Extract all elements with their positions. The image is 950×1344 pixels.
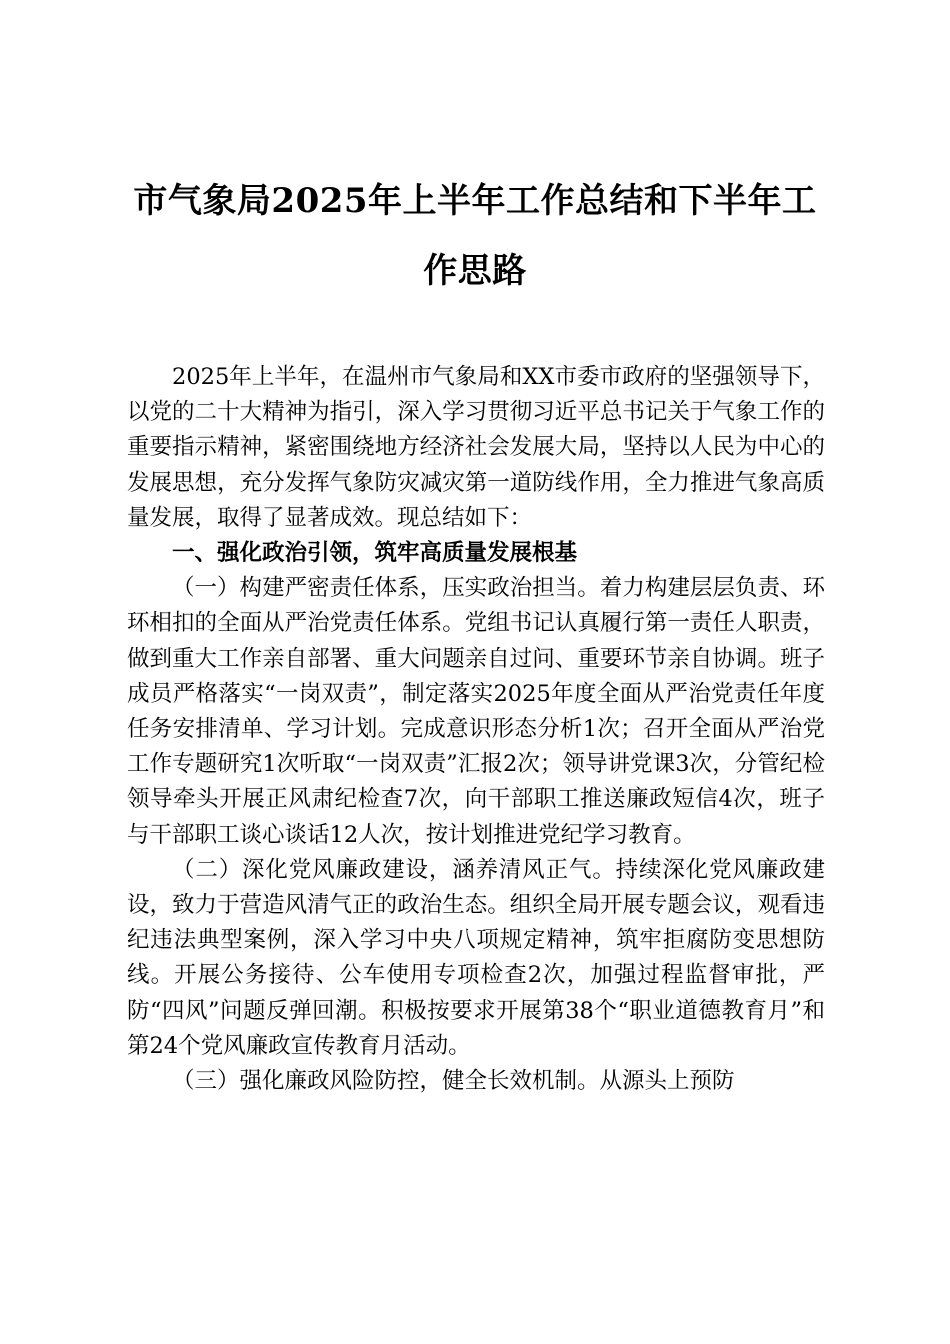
section-heading-1: 一、强化政治引领，筑牢高质量发展根基 <box>172 540 578 567</box>
intro-paragraph: 2025年上半年，在温州市气象局和XX市委市政府的坚强领导下，以党的二十大精神为指引，深入学习贯彻习近平总书记关于气象工作的重要指示精神，紧密围绕地方经济社会发展大局，坚持以人民为中心的发展思想，充分发挥气象防灾减灾第一道防线作用，全力推进气象高质量发展，取得了显著成效。现总结如下： <box>127 364 825 531</box>
document-body <box>127 360 825 1099</box>
document-title: 市气象局2025年上半年工作总结和下半年工作思路 <box>133 181 817 291</box>
paragraph-3: （三）强化廉政风险防控，健全长效机制。从源头上预防 <box>172 1068 735 1095</box>
paragraph-1: （一）构建严密责任体系，压实政治担当。着力构建层层负责、环环相扣的全面从严治党责任体系。党组书记认真履行第一责任人职责，做到重大工作亲自部署、重大问题亲自过问、重要环节亲自协调。班子成员严格落实“一岗双责”，制定落实2025年度全面从严治党责任年度任务安排清单、学习计划。完成意识形态分析1次；召开全面从严治党工作专题研究1次听取“一岗双责”汇报2次；领导讲党课3次，分管纪检领导牵头开展正风肃纪检查7次，向干部职工推送廉政短信4次，班子与干部职工谈心谈话12人次，按计划推进党纪学习教育。 <box>127 575 825 848</box>
paragraph-2: （二）深化党风廉政建设，涵养清风正气。持续深化党风廉政建设，致力于营造风清气正的政治生态。组织全局开展专题会议，观看违纪违法典型案例，深入学习中央八项规定精神，筑牢拒腐防变思想防线。开展公务接待、公车使用专项检查2次，加强过程监督审批，严防“四风”问题反弹回潮。积极按要求开展第38个“职业道德教育月”和第24个党风廉政宣传教育月活动。 <box>127 856 825 1059</box>
